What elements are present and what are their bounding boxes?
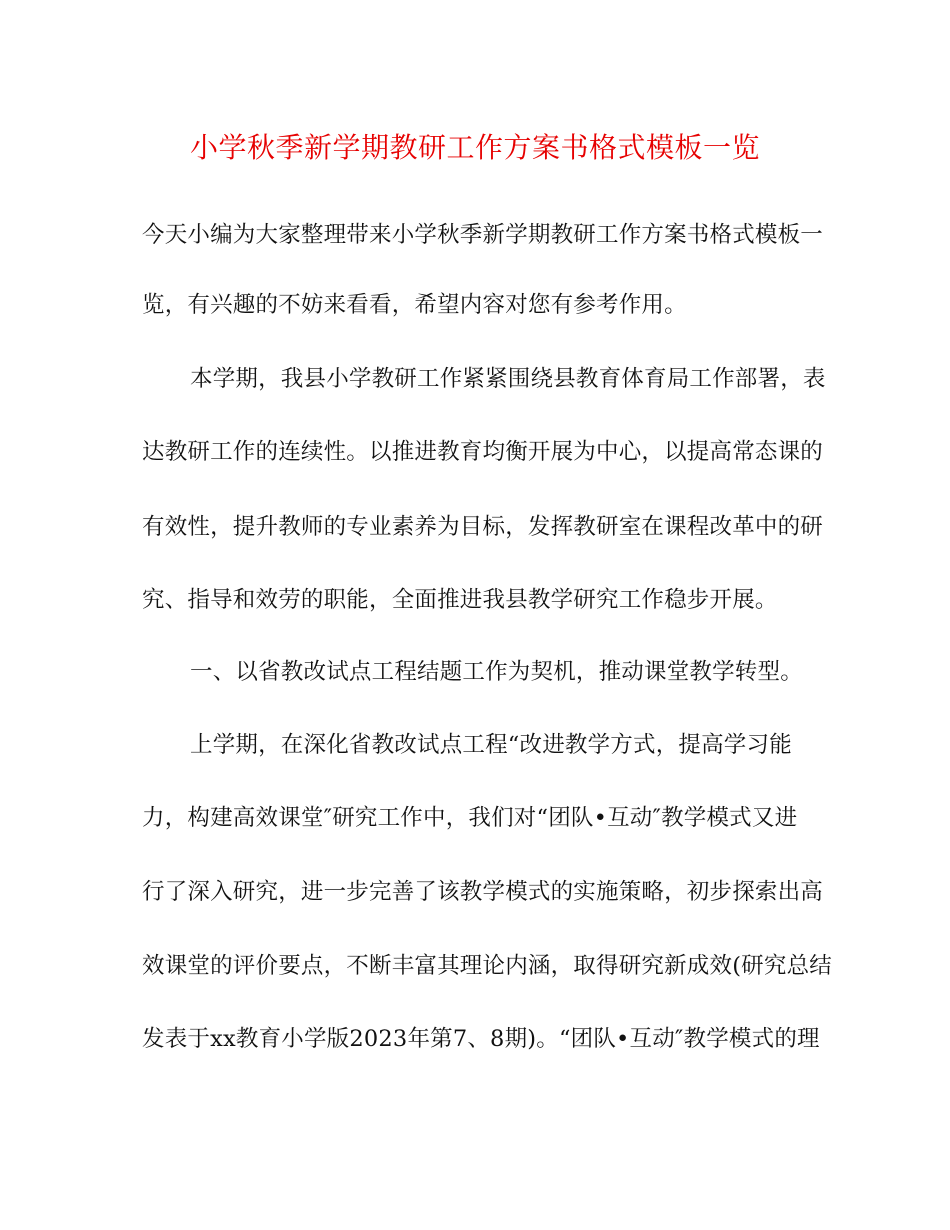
paragraph-3-line-3: 行了深入研究，进一步完善了该教学模式的实施策略，初步探索出高 — [142, 879, 824, 905]
paragraph-2-line-3: 有效性，提升教师的专业素养为目标，发挥教研室在课程改革中的研 — [142, 514, 824, 540]
document-title: 小学秋季新学期教研工作方案书格式模板一览 — [189, 131, 760, 164]
paragraph-1-line-2: 览，有兴趣的不妨来看看，希望内容对您有参考作用。 — [142, 292, 687, 318]
paragraph-3-line-4: 效课堂的评价要点，不断丰富其理论内涵，取得研究新成效(研究总结 — [142, 953, 832, 979]
paragraph-2-line-4: 究、指导和效劳的职能，全面推进我县教学研究工作稳步开展。 — [142, 587, 778, 613]
paragraph-2-line-1: 本学期，我县小学教研工作紧紧围绕县教育体育局工作部署，表 — [190, 366, 826, 392]
paragraph-3-line-5: 发表于xx教育小学版2023年第7、8期)。“团队•互动″教学模式的理 — [142, 1026, 820, 1052]
paragraph-3-line-1: 上学期，在深化省教改试点工程“改进教学方式，提高学习能 — [190, 732, 792, 758]
paragraph-1-line-1: 今天小编为大家整理带来小学秋季新学期教研工作方案书格式模板一 — [142, 222, 824, 248]
paragraph-3-line-2: 力，构建高效课堂″研究工作中，我们对“团队•互动″教学模式又进 — [142, 805, 798, 831]
section-heading-1: 一、以省教改试点工程结题工作为契机，推动课堂教学转型。 — [190, 659, 803, 685]
paragraph-2-line-2: 达教研工作的连续性。以推进教育均衡开展为中心，以提高常态课的 — [142, 439, 824, 465]
